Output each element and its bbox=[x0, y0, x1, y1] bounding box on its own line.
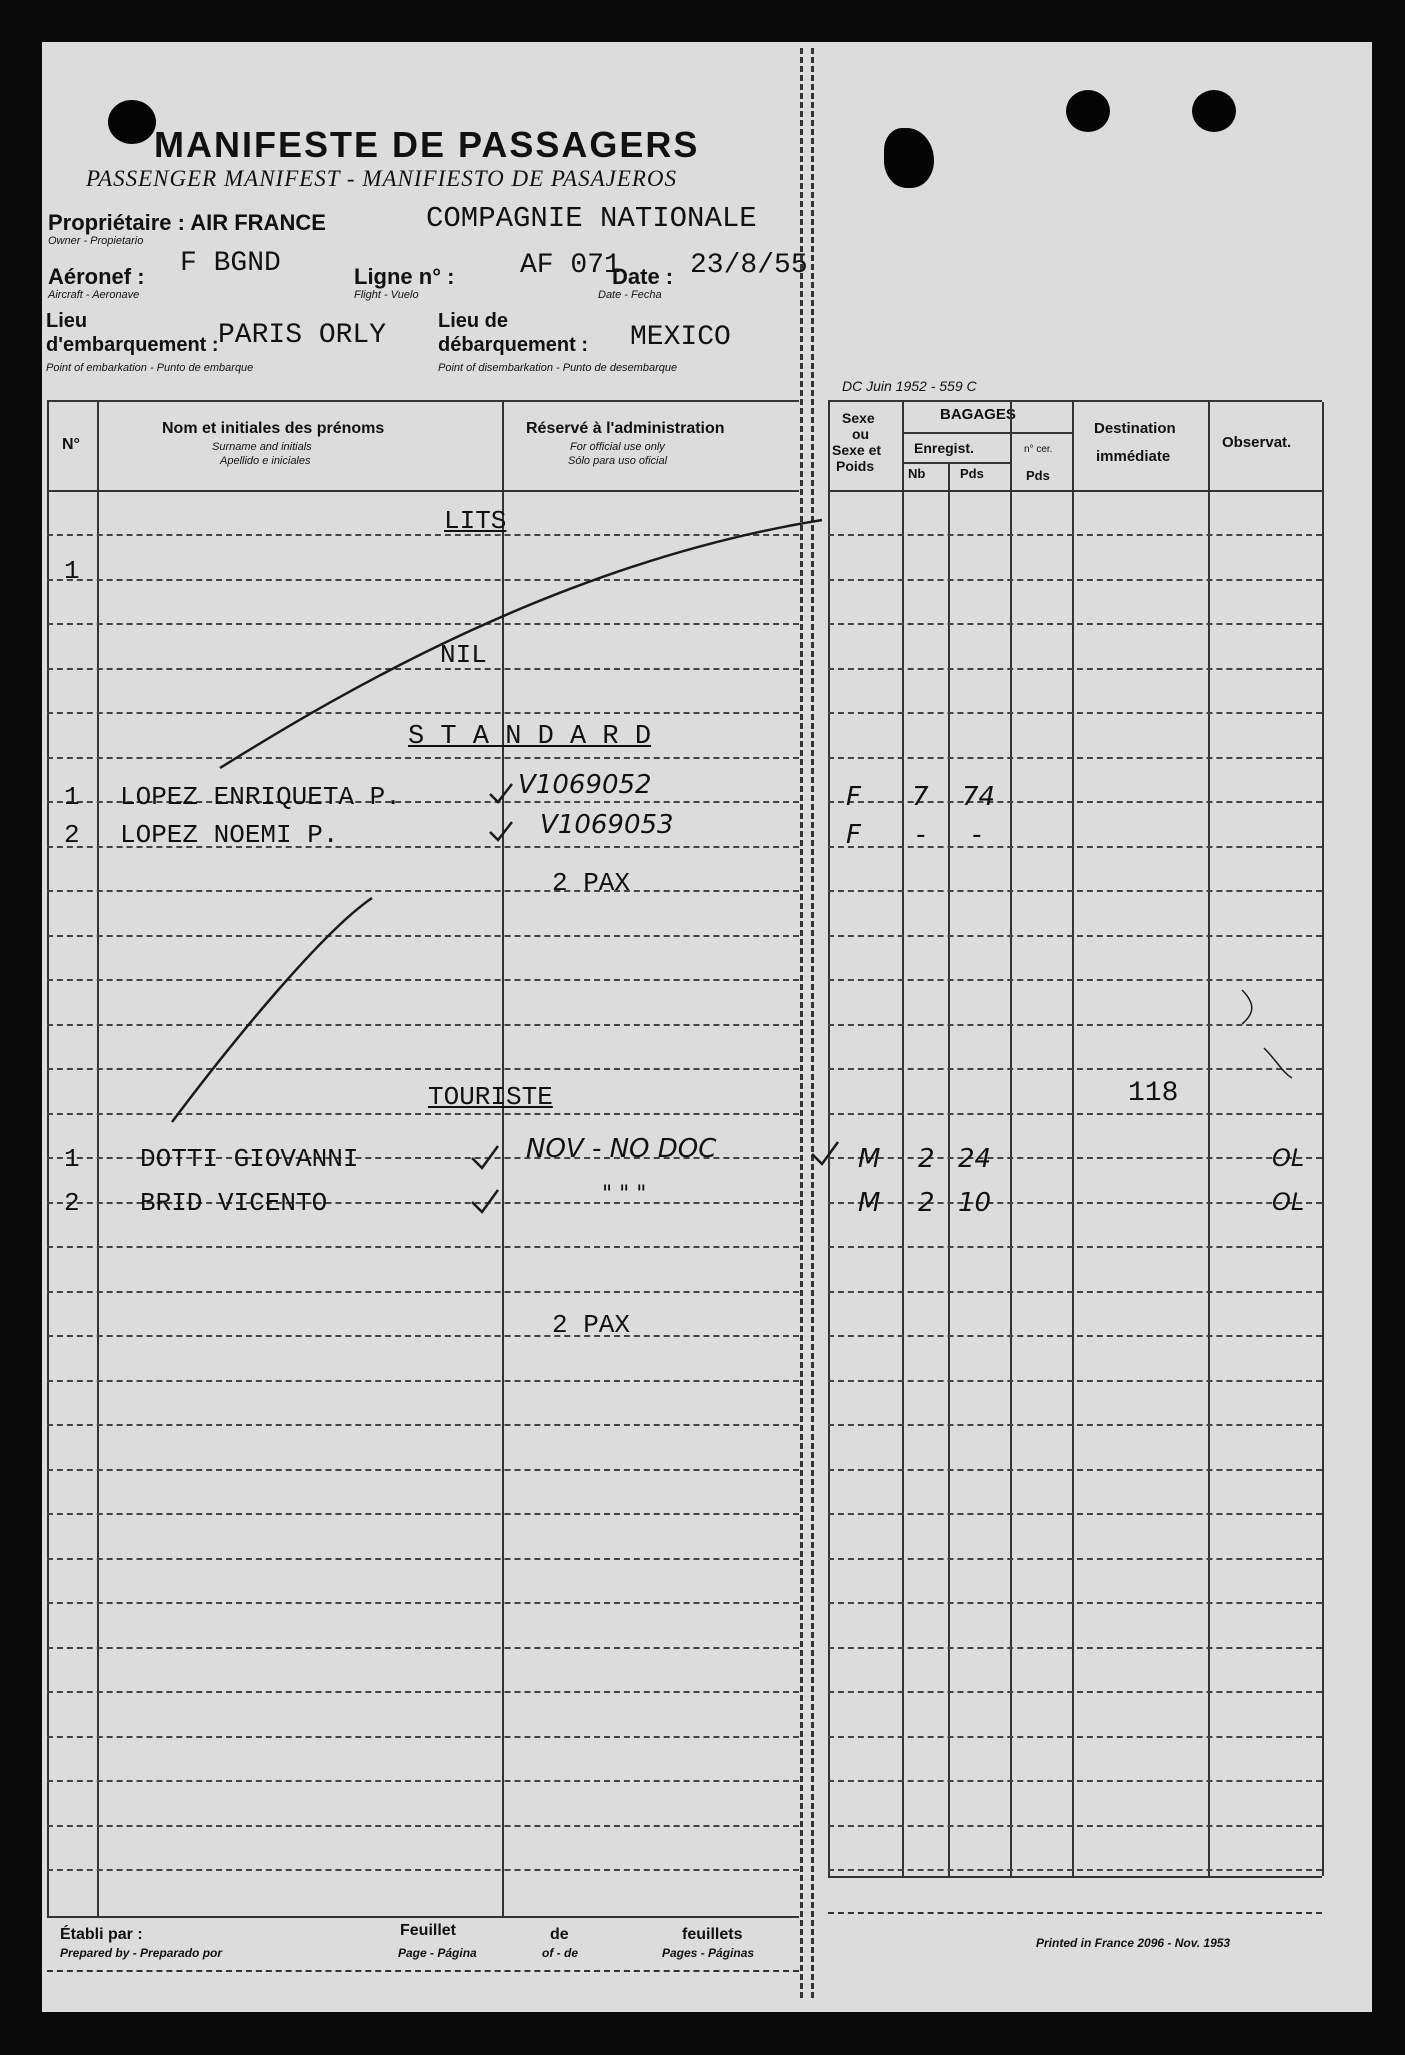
embark-sublabel: Point of embarkation - Punto de embarque bbox=[46, 362, 254, 374]
tour-row-1-obs: OL bbox=[1272, 1144, 1305, 1172]
footer-top-line bbox=[47, 1916, 799, 1918]
tour-row-2-pds: 10 bbox=[958, 1188, 992, 1218]
check-mark-4 bbox=[472, 1190, 498, 1212]
ruled-line-right bbox=[828, 1157, 1322, 1159]
ruled-line bbox=[47, 579, 799, 581]
aircraft-label: Aéronef : bbox=[48, 264, 145, 289]
ruled-line bbox=[47, 623, 799, 625]
ruled-line-right bbox=[828, 890, 1322, 892]
punch-hole-right-1 bbox=[1066, 90, 1110, 132]
tour-row-1-pds: 24 bbox=[958, 1144, 992, 1174]
ruled-line bbox=[47, 1291, 799, 1293]
check-mark-2 bbox=[490, 822, 512, 840]
ruled-line-right bbox=[828, 1024, 1322, 1026]
footer-pages-sub: Pages - Páginas bbox=[662, 1946, 755, 1960]
col-divider-no bbox=[47, 402, 49, 1917]
ruled-line bbox=[47, 1380, 799, 1382]
col-header-name: Nom et initiales des prénoms bbox=[162, 420, 385, 437]
table-top-line bbox=[47, 400, 799, 402]
ruled-line bbox=[47, 1469, 799, 1471]
tour-row-2-obs: OL bbox=[1272, 1188, 1305, 1216]
touriste-total: 2 PAX bbox=[552, 1310, 631, 1340]
ruled-line-right bbox=[828, 1869, 1322, 1871]
baggage-sub-line bbox=[902, 432, 1072, 434]
tour-row-1-no: 1 bbox=[64, 1144, 80, 1174]
ruled-line-right bbox=[828, 1380, 1322, 1382]
ruled-line-right bbox=[828, 668, 1322, 670]
flight-sublabel: Flight - Vuelo bbox=[354, 289, 419, 301]
ruled-line-right bbox=[828, 1068, 1322, 1070]
ruled-line-right bbox=[828, 712, 1322, 714]
ruled-line-right bbox=[828, 1558, 1322, 1560]
std-row-1-name: LOPEZ ENRIQUETA P. bbox=[120, 782, 401, 812]
pen-stroke-standard-cancel bbox=[172, 898, 372, 1122]
col-header-destination-1: Destination bbox=[1094, 420, 1176, 437]
registered-sub-line bbox=[902, 462, 1010, 464]
aircraft-sublabel: Aircraft - Aeronave bbox=[48, 289, 140, 301]
tour-row-1-name: DOTTI GIOVANNI bbox=[140, 1144, 359, 1174]
footer-of-label: de bbox=[550, 1926, 569, 1943]
ruled-line-right bbox=[828, 846, 1322, 848]
footer-bottom-line-right bbox=[828, 1912, 1322, 1914]
ruled-line bbox=[47, 1736, 799, 1738]
std-row-2-admin: V1069053 bbox=[540, 810, 674, 840]
ruled-line bbox=[47, 1335, 799, 1337]
ruled-line bbox=[47, 890, 799, 892]
col-divider-pds bbox=[948, 462, 950, 1876]
margin-mark-2 bbox=[1264, 1048, 1292, 1078]
section-standard: S T A N D A R D bbox=[408, 722, 652, 752]
form-code: DC Juin 1952 - 559 C bbox=[842, 378, 977, 394]
footer-bottom-line bbox=[47, 1970, 799, 1972]
col-header-name-sub1: Surname and initials bbox=[212, 441, 312, 453]
col-header-pds: Pds bbox=[960, 466, 984, 481]
ruled-line bbox=[47, 1825, 799, 1827]
col-header-no: N° bbox=[62, 436, 80, 453]
ruled-line-right bbox=[828, 1469, 1322, 1471]
ruled-line bbox=[47, 1246, 799, 1248]
ruled-line bbox=[47, 1647, 799, 1649]
section-touriste: TOURISTE bbox=[428, 1082, 553, 1112]
std-row-1-sex: F bbox=[846, 782, 861, 812]
ruled-line-right bbox=[828, 1202, 1322, 1204]
std-row-2-nb: - bbox=[916, 820, 926, 850]
tour-row-2-admin: " " " bbox=[602, 1182, 647, 1207]
col-header-registered: Enregist. bbox=[914, 440, 974, 456]
ruled-line-right bbox=[828, 935, 1322, 937]
col-header-sex-4: Poids bbox=[836, 458, 875, 474]
standard-total: 2 PAX bbox=[552, 868, 631, 898]
disembark-sublabel: Point of disembarkation - Punto de desembarque bbox=[438, 362, 678, 374]
col-header-cab: n° cer. bbox=[1024, 444, 1053, 455]
col-header-nb: Nb bbox=[908, 466, 926, 481]
ruled-line bbox=[47, 1424, 799, 1426]
torn-mark bbox=[884, 128, 934, 188]
col-divider-observ bbox=[1322, 402, 1324, 1876]
col-header-sex-3: Sexe et bbox=[832, 442, 882, 458]
check-mark-1 bbox=[490, 784, 512, 802]
page-title: MANIFESTE DE PASSAGERS bbox=[154, 124, 700, 165]
ruled-line bbox=[47, 1024, 799, 1026]
ruled-line-right bbox=[828, 1691, 1322, 1693]
ruled-line-right bbox=[828, 534, 1322, 536]
ruled-line-right bbox=[828, 1113, 1322, 1115]
std-row-2-name: LOPEZ NOEMI P. bbox=[120, 820, 339, 850]
ruled-line-right bbox=[828, 579, 1322, 581]
ruled-line bbox=[47, 1113, 799, 1115]
printed-note: Printed in France 2096 - Nov. 1953 bbox=[1036, 1936, 1231, 1950]
ruled-line bbox=[47, 1780, 799, 1782]
ruled-line-right bbox=[828, 1602, 1322, 1604]
punch-hole-right-2 bbox=[1192, 90, 1236, 132]
col-divider-admin bbox=[502, 402, 504, 1917]
ruled-line-right bbox=[828, 757, 1322, 759]
header-bottom-line-right bbox=[828, 490, 1322, 492]
footer-prepared-label: Établi par : bbox=[60, 1926, 143, 1943]
footer-sheets-label: feuillets bbox=[682, 1926, 743, 1943]
ruled-line-right bbox=[828, 1736, 1322, 1738]
std-row-1-pds: 74 bbox=[962, 782, 996, 812]
ruled-line bbox=[47, 1869, 799, 1871]
ruled-line-right bbox=[828, 1513, 1322, 1515]
tour-row-2-name: BRID VICENTO bbox=[140, 1188, 328, 1218]
ruled-line bbox=[47, 935, 799, 937]
header-bottom-line bbox=[47, 490, 799, 492]
date-value: 23/8/55 bbox=[690, 250, 808, 281]
std-row-2-sex: F bbox=[846, 820, 861, 850]
tour-row-2-nb: 2 bbox=[918, 1188, 935, 1218]
col-header-admin: Réservé à l'administration bbox=[526, 420, 725, 437]
table-top-line-right bbox=[828, 400, 1322, 402]
ruled-line bbox=[47, 534, 799, 536]
footer-page-sub: Page - Página bbox=[398, 1946, 477, 1960]
footer-top-line-right bbox=[828, 1876, 1322, 1878]
ruled-line-right bbox=[828, 979, 1322, 981]
ruled-line bbox=[47, 757, 799, 759]
col-header-baggage: BAGAGES bbox=[940, 406, 1016, 423]
disembark-label-2: débarquement : bbox=[438, 334, 589, 356]
footer-of-sub: of - de bbox=[542, 1946, 578, 1960]
col-header-sex-1: Sexe bbox=[842, 410, 875, 426]
date-label: Date : bbox=[612, 264, 674, 289]
ruled-line bbox=[47, 1558, 799, 1560]
ruled-line-right bbox=[828, 1825, 1322, 1827]
ruled-line-right bbox=[828, 1335, 1322, 1337]
ruled-line bbox=[47, 712, 799, 714]
ruled-line bbox=[47, 1513, 799, 1515]
ruled-line bbox=[47, 668, 799, 670]
tour-row-2-no: 2 bbox=[64, 1188, 80, 1218]
ruled-line-right bbox=[828, 1780, 1322, 1782]
disembark-label-1: Lieu de bbox=[438, 310, 509, 332]
check-mark-5 bbox=[812, 1142, 838, 1164]
owner-sublabel: Owner - Propietario bbox=[48, 235, 144, 247]
col-header-cab-pds: Pds bbox=[1026, 468, 1050, 483]
center-fold-line bbox=[800, 48, 814, 1998]
col-divider-name bbox=[97, 402, 99, 1917]
manifest-sheet bbox=[42, 42, 1372, 2012]
section-nil: NIL bbox=[440, 640, 487, 670]
col-header-name-sub2: Apellido e iniciales bbox=[220, 455, 311, 467]
flight-label: Ligne n° : bbox=[354, 264, 455, 289]
std-row-2-pds: - bbox=[972, 820, 982, 850]
section-lits: LITS bbox=[444, 506, 507, 536]
ruled-line bbox=[47, 1602, 799, 1604]
aircraft-value: F BGND bbox=[180, 248, 281, 279]
ruled-line-right bbox=[828, 1424, 1322, 1426]
embark-label-1: Lieu bbox=[46, 310, 88, 332]
date-sublabel: Date - Fecha bbox=[598, 289, 662, 301]
ruled-line bbox=[47, 979, 799, 981]
ruled-line bbox=[47, 1068, 799, 1070]
col-header-sex-2: ou bbox=[852, 426, 870, 442]
ruled-line-right bbox=[828, 623, 1322, 625]
ruled-line-right bbox=[828, 1246, 1322, 1248]
col-header-admin-sub1: For official use only bbox=[570, 441, 665, 453]
tour-row-1-admin: NOV - NO DOC bbox=[526, 1134, 717, 1164]
footer-prepared-sub: Prepared by - Preparado por bbox=[60, 1946, 223, 1960]
margin-mark-1 bbox=[1242, 990, 1252, 1024]
punch-hole-left bbox=[108, 100, 156, 144]
lits-row-no: 1 bbox=[64, 556, 80, 586]
tour-row-2-sex: M bbox=[858, 1188, 881, 1218]
page-subtitle: PASSENGER MANIFEST - MANIFIESTO DE PASAJEROS bbox=[86, 166, 678, 191]
std-row-1-nb: 7 bbox=[912, 782, 929, 812]
tour-row-1-sex: M bbox=[858, 1144, 881, 1174]
footer-sheet-label: Feuillet bbox=[400, 1922, 457, 1939]
ruled-line-right bbox=[828, 1291, 1322, 1293]
std-row-1-admin: V1069052 bbox=[518, 770, 652, 800]
col-header-observ: Observat. bbox=[1222, 434, 1292, 451]
ruled-line-right bbox=[828, 801, 1322, 803]
col-header-admin-sub2: Sólo para uso oficial bbox=[568, 455, 668, 467]
embark-value: PARIS ORLY bbox=[218, 320, 387, 351]
col-header-destination-2: immédiate bbox=[1096, 448, 1171, 465]
owner-value: COMPAGNIE NATIONALE bbox=[426, 202, 757, 235]
embark-label-2: d'embarquement : bbox=[46, 334, 219, 356]
owner-label: Propriétaire : AIR FRANCE bbox=[48, 210, 326, 235]
std-row-1-no: 1 bbox=[64, 782, 80, 812]
ruled-line bbox=[47, 1691, 799, 1693]
std-row-2-no: 2 bbox=[64, 820, 80, 850]
tour-row-1-nb: 2 bbox=[918, 1144, 935, 1174]
disembark-value: MEXICO bbox=[630, 322, 731, 353]
ruled-line-right bbox=[828, 1647, 1322, 1649]
touriste-destination: 118 bbox=[1128, 1078, 1179, 1109]
flight-value: AF 071 bbox=[520, 250, 621, 281]
